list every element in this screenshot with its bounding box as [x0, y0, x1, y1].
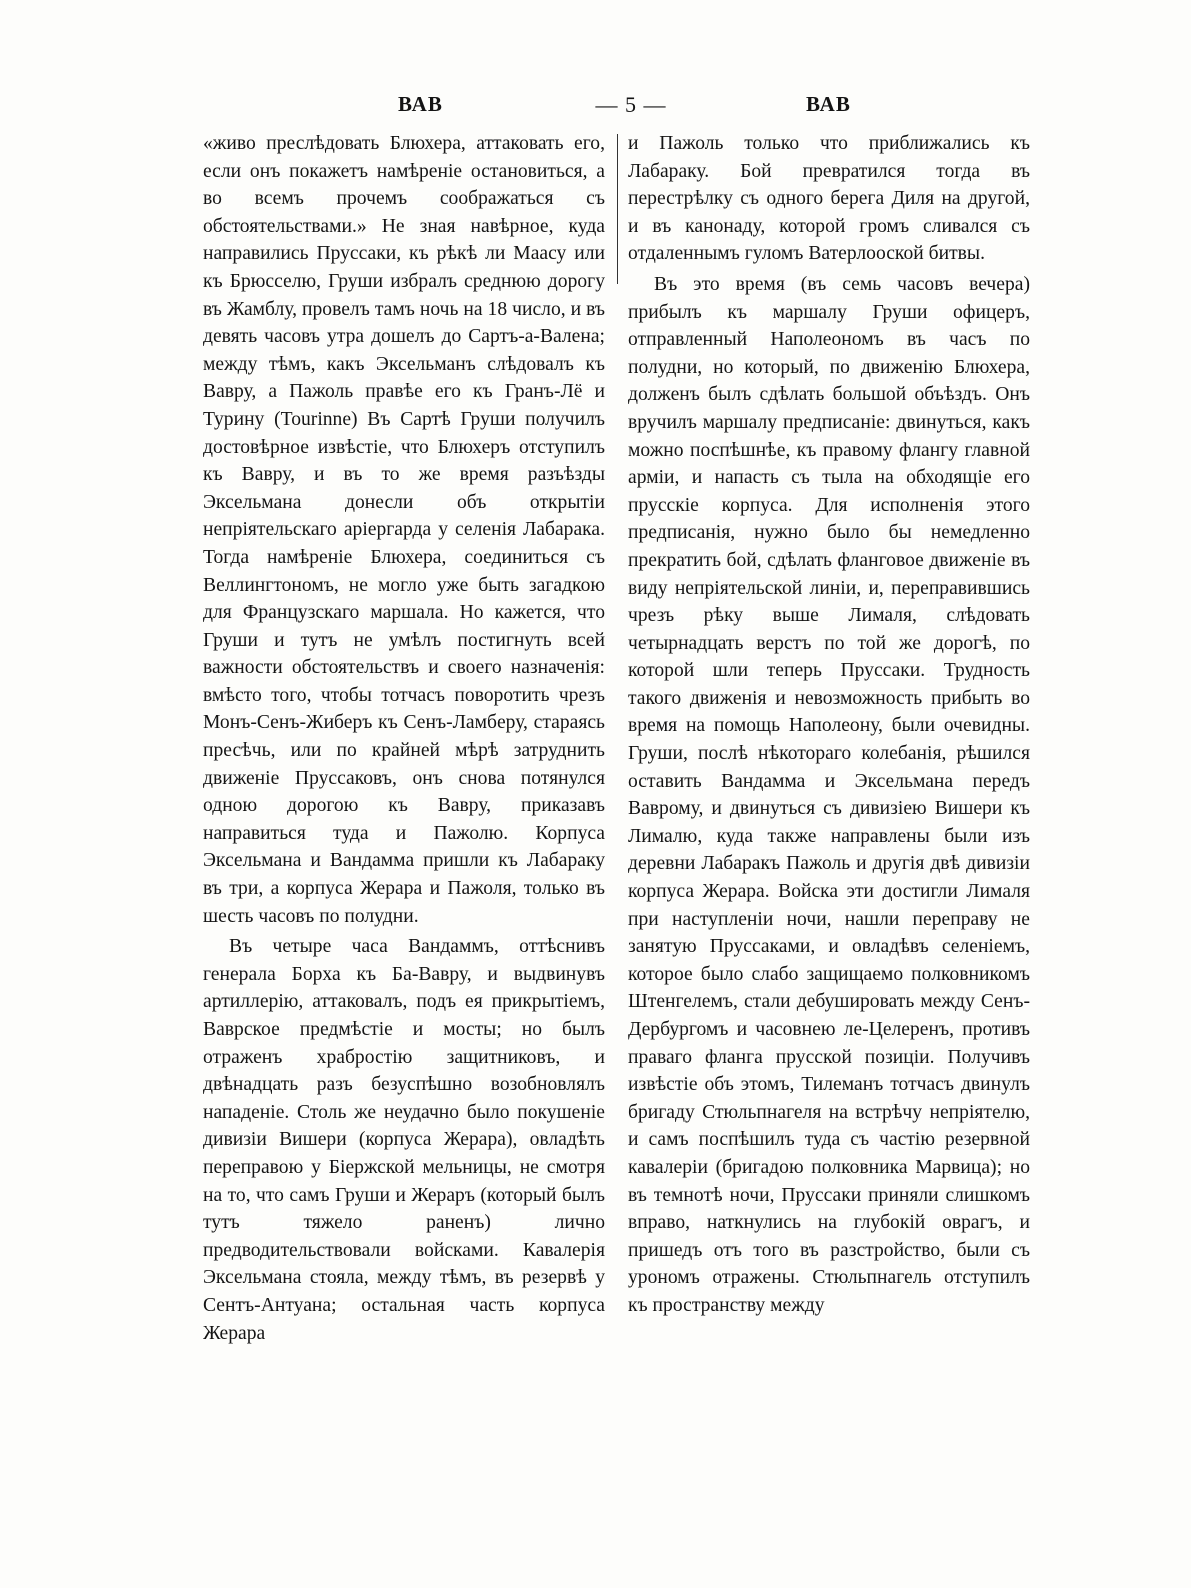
running-header-left: ВАВ — [398, 92, 443, 116]
column-divider — [617, 134, 618, 284]
right-paragraph-1: и Пажоль только что приближались къ Лабараку. Бой превратился тогда въ перестрѣлку съ одного берега Диля на другой, и въ канонаду, которой громъ сливался съ отдаленнымъ гуломъ Ватерлооской битвы. — [628, 133, 1030, 265]
page-number: — 5 — — [595, 92, 667, 117]
left-paragraph-1: «живо преслѣдовать Блюхера, аттаковать его, если онъ покажетъ намѣреніе остановиться, а во всемъ прочемъ соображаться съ обстоятельствами.» Не зная навѣрное, куда направились Пруссаки, къ рѣкѣ ли Маасу или къ Брюсселю, Груши избралъ среднюю дорогу въ Жамблу, провелъ тамъ ночь на 18 число, и въ девять часовъ утра дошелъ до Сартъ-а-Валена; между тѣмъ, какъ Эксельманъ слѣдовалъ къ Вавру, а Пажоль правѣе его къ Гранъ-Лё и Турину (Tourinne) Въ Сартѣ Груши получилъ достовѣрное извѣстіе, что Блюхеръ отступилъ къ Вавру, и въ то же время разъѣзды Эксельмана донесли объ открытіи непріятельскаго аріергарда у селенія Лабарака. Тогда намѣреніе Блюхера, соединиться съ Веллингтономъ, не могло уже быть загадкою для Французскаго маршала. Но кажется, что Груши и тутъ не умѣлъ постигнуть всей важности обстоятельствъ и своего назначенія: вмѣсто того, чтобы тотчасъ поворотить чрезъ Монъ-Сенъ-Жиберъ къ Сенъ-Ламбeру, стараясь пресѣчь, или по крайней мѣрѣ затруднить движеніе Пруссаковъ, онъ снова потянулся одною дорогою къ Вавру, приказавъ направиться туда и Пажолю. Корпуса Эксельмана и Вандамма пришли къ Лабараку въ три, а корпуса Жерара и Пажоля, только въ шесть часовъ по полудни. — [203, 133, 605, 927]
running-header-right: ВАВ — [806, 92, 851, 116]
right-paragraph-2: Въ это время (въ семь часовъ вечера) прибылъ къ маршалу Груши офицеръ, отправленный Наполеономъ въ часъ по полудни, но который, по движенію Блюхера, долженъ былъ сдѣлать большой объѣздъ. Онъ вручилъ маршалу предписаніе: двинуться, какъ можно поспѣшнѣе, къ правому флангу главной арміи, и напасть съ тыла на обходящіе его прусскіе корпуса. Для исполненія этого предписанія, нужно было бы немедленно прекратить бой, сдѣлать фланговое движеніе въ виду непріятельской линіи, и, переправившись чрезъ рѣку выше Лималя, слѣдовать четырнадцать верстъ по той же дорогѣ, по которой шли теперь Пруссаки. Трудность такого движенія и невозможность прибыть во время на помощь Наполеону, были очевидны. Груши, послѣ нѣкотораго колебанія, рѣшился оставить Вандамма и Эксельмана передъ Ваврому, и двинуться съ дивизіею Вишери къ Лималю, куда также направлены были изъ деревни Лабаракъ Пажоль и другія двѣ дивизіи корпуса Жерара. Войска эти достигли Лималя при наступленіи ночи, нашли переправу не занятую Пруссаками, и овладѣвъ селеніемъ, которое было слабо защищаемо полковникомъ Штенгелемъ, стали дебушировать между Сенъ-Дербургомъ и часовнею ле-Целеренъ, противъ праваго фланга прусской позиціи. Получивъ извѣстіе объ этомъ, Тилеманъ тотчасъ двинулъ бригаду Стюльпнагеля на встрѣчу непріятелю, и самъ поспѣшилъ туда съ частію резервной кавалеріи (бригадою полковника Марвица); но въ темнотѣ ночи, Пруссаки приняли слишкомъ вправо, наткнулись на глубокій оврагъ, и пришедъ отъ того въ разстройство, были съ урономъ отражены. Стюльпнагель отступилъ къ пространству между — [628, 273, 1030, 1316]
left-paragraph-2: Въ четыре часа Вандаммъ, оттѣснивъ генерала Борха къ Ба-Вавру, и выдвинувъ артиллерію, аттаковалъ, подъ ея прикрытіемъ, Ваврское предмѣстіе и мосты; но былъ отраженъ храбростію защитниковъ, и двѣнадцать разъ безуспѣшно возобновлялъ нападеніе. Столь же неудачно было покушеніе дивизіи Вишери (корпуса Жерара), овладѣть переправою у Біержской мельницы, не смотря на то, что самъ Груши и Жераръ (который былъ тутъ тяжело раненъ) лично предводительствовали войсками. Кавалерія Эксельмана стояла, между тѣмъ, въ резервѣ у Сентъ-Антуана; остальная часть корпуса Жерара — [203, 936, 605, 1344]
left-column — [203, 130, 605, 1347]
right-column — [628, 130, 1030, 1320]
